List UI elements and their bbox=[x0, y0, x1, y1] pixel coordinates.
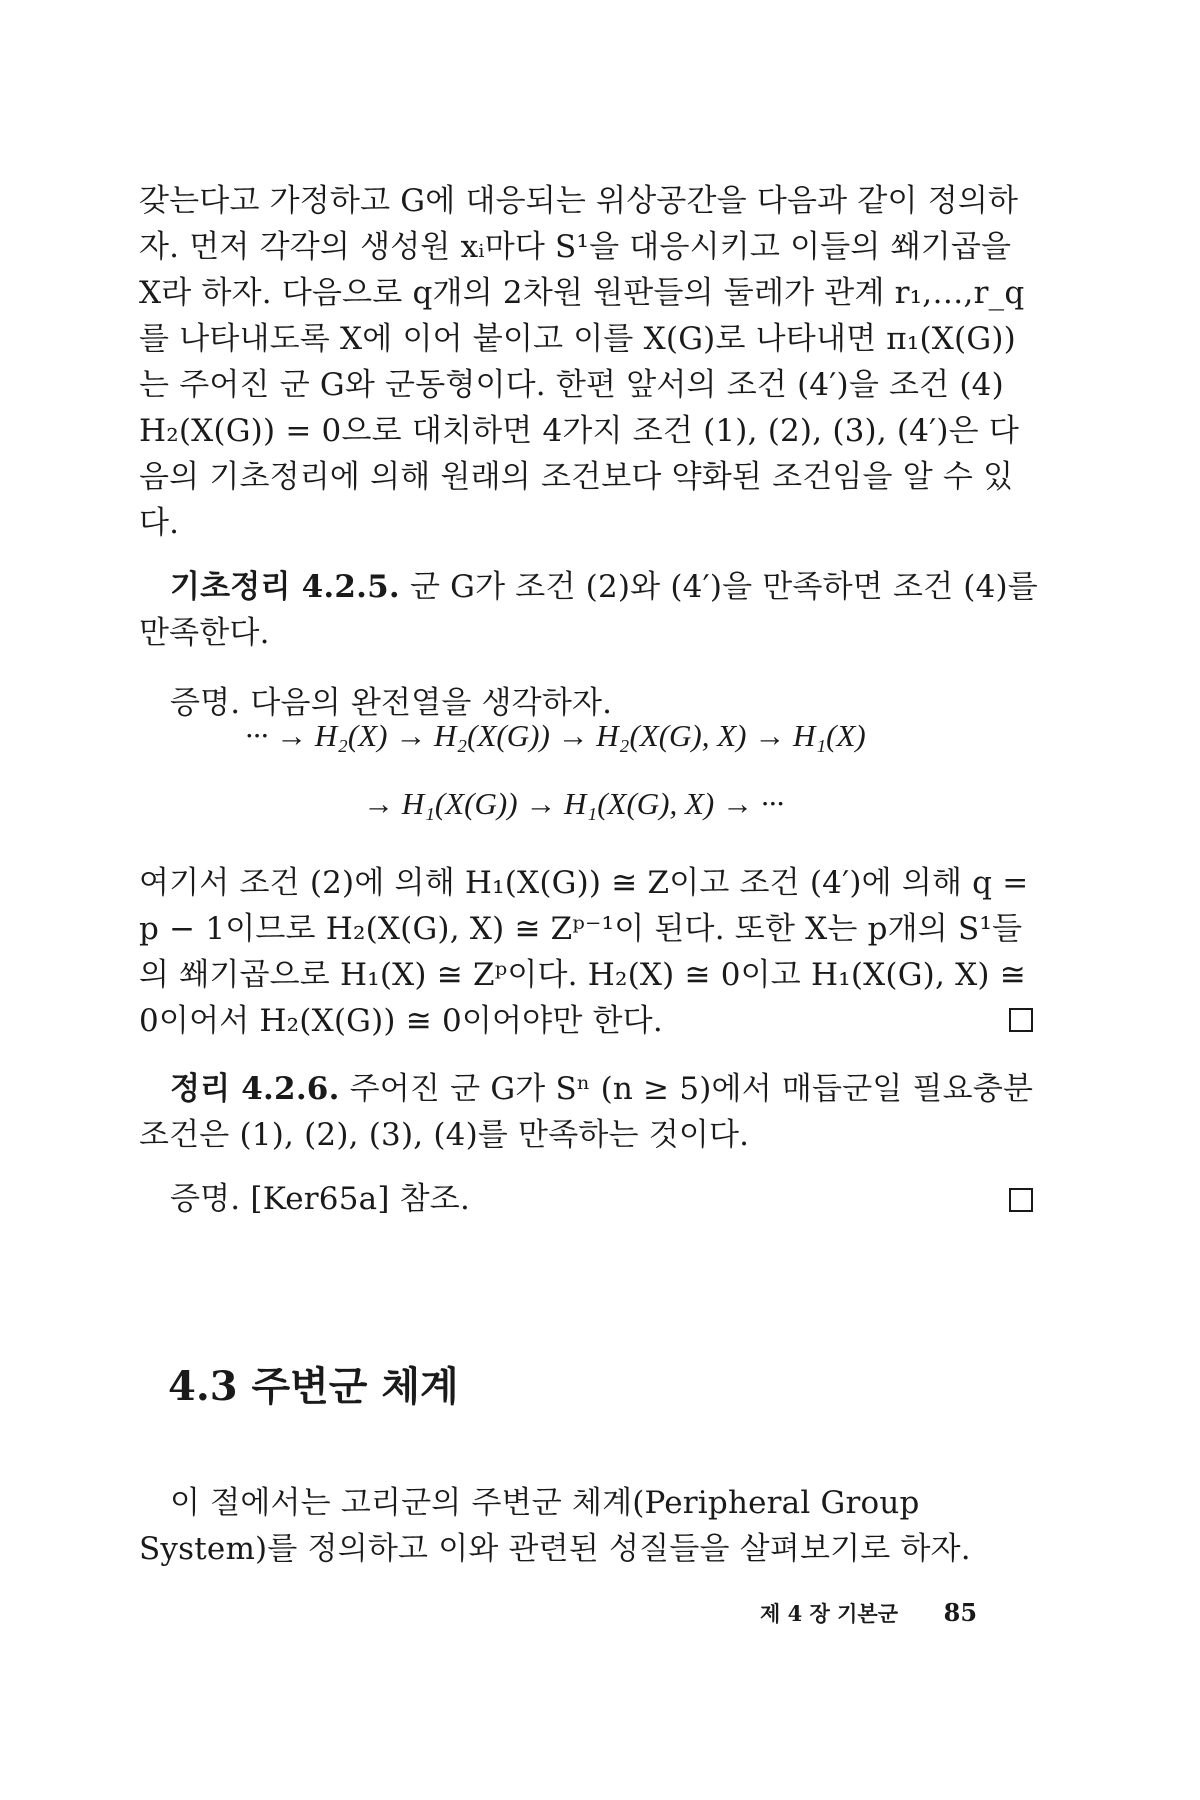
qed-box-icon-2 bbox=[1009, 1188, 1033, 1212]
section-body bbox=[139, 1480, 1039, 1572]
main-text-2 bbox=[139, 860, 1039, 1222]
lemma-statement: 군 G가 조건 (2)와 (4′)을 만족하면 조건 (4)를 만족한다. bbox=[139, 569, 1038, 651]
lemma-4-2-5 bbox=[139, 564, 1039, 656]
proof-1-text: 여기서 조건 (2)에 의해 H₁(X(G)) ≅ Z이고 조건 (4′)에 의해 q = p − 1이므로 H₂(X(G), X) ≅ Zᵖ⁻¹이 된다. 또한 X는 p개의 S¹들의 쐐기곱으로 H₁(X) ≅ Zᵖ이다. H₂(X) ≅ 0이고 H₁(X(G), X) ≅ 0이어서 H₂(X(G)) ≅ 0이어야만 한다. bbox=[139, 865, 1029, 1039]
main-text bbox=[139, 178, 1039, 726]
theorem-statement: 주어진 군 G가 Sⁿ (n ≥ 5)에서 매듭군일 필요충분조건은 (1), (2), (3), (4)를 만족하는 것이다. bbox=[139, 1071, 1034, 1153]
proof-2 bbox=[139, 1176, 1039, 1222]
theorem-4-2-6 bbox=[139, 1066, 1039, 1158]
page-footer bbox=[760, 1598, 977, 1628]
proof-1-intro: 증명. 다음의 완전열을 생각하자. bbox=[170, 685, 613, 721]
theorem-label: 정리 4.2.6. bbox=[170, 1071, 340, 1107]
paragraph-intro: 갖는다고 가정하고 G에 대응되는 위상공간을 다음과 같이 정의하자. 먼저 각각의 생성원 xᵢ마다 S¹을 대응시키고 이들의 쐐기곱을 X라 하자. 다음으로 q개의 2차원 원판들의 둘레가 관계 r₁,…,r_q를 나타내도록 X에 이어 붙이고 이를 X(G)로 나타내면 π₁(X(G))는 주어진 군 G와 군동형이다. 한편 앞서의 조건 (4′)을 조건 (4) H₂(X(G)) = 0으로 대치하면 4가지 조건 (1), (2), (3), (4′)은 다음의 기초정리에 의해 원래의 조건보다 약화된 조건임을 알 수 있다. bbox=[139, 183, 1025, 541]
lemma-label: 기초정리 4.2.5. bbox=[170, 569, 400, 605]
qed-box-icon bbox=[1009, 1008, 1033, 1032]
running-footer-chapter: 제 4 장 기본군 bbox=[760, 1601, 898, 1626]
exact-sequence-line-2: → H₁(X(G)) → H₁(X(G), X) → ··· bbox=[363, 786, 784, 821]
proof-2-text: 증명. [Ker65a] 참조. bbox=[170, 1181, 471, 1217]
section-heading: 4.3 주변군 체계 bbox=[168, 1363, 459, 1410]
section-paragraph: 이 절에서는 고리군의 주변군 체계(Peripheral Group System)를 정의하고 이와 관련된 성질들을 살펴보기로 하자. bbox=[139, 1485, 971, 1567]
page-number: 85 bbox=[943, 1598, 978, 1627]
proof-1-body bbox=[139, 860, 1039, 1044]
exact-sequence-line-1: ··· → H₂(X) → H₂(X(G)) → H₂(X(G), X) → H₁(X) bbox=[245, 718, 866, 753]
